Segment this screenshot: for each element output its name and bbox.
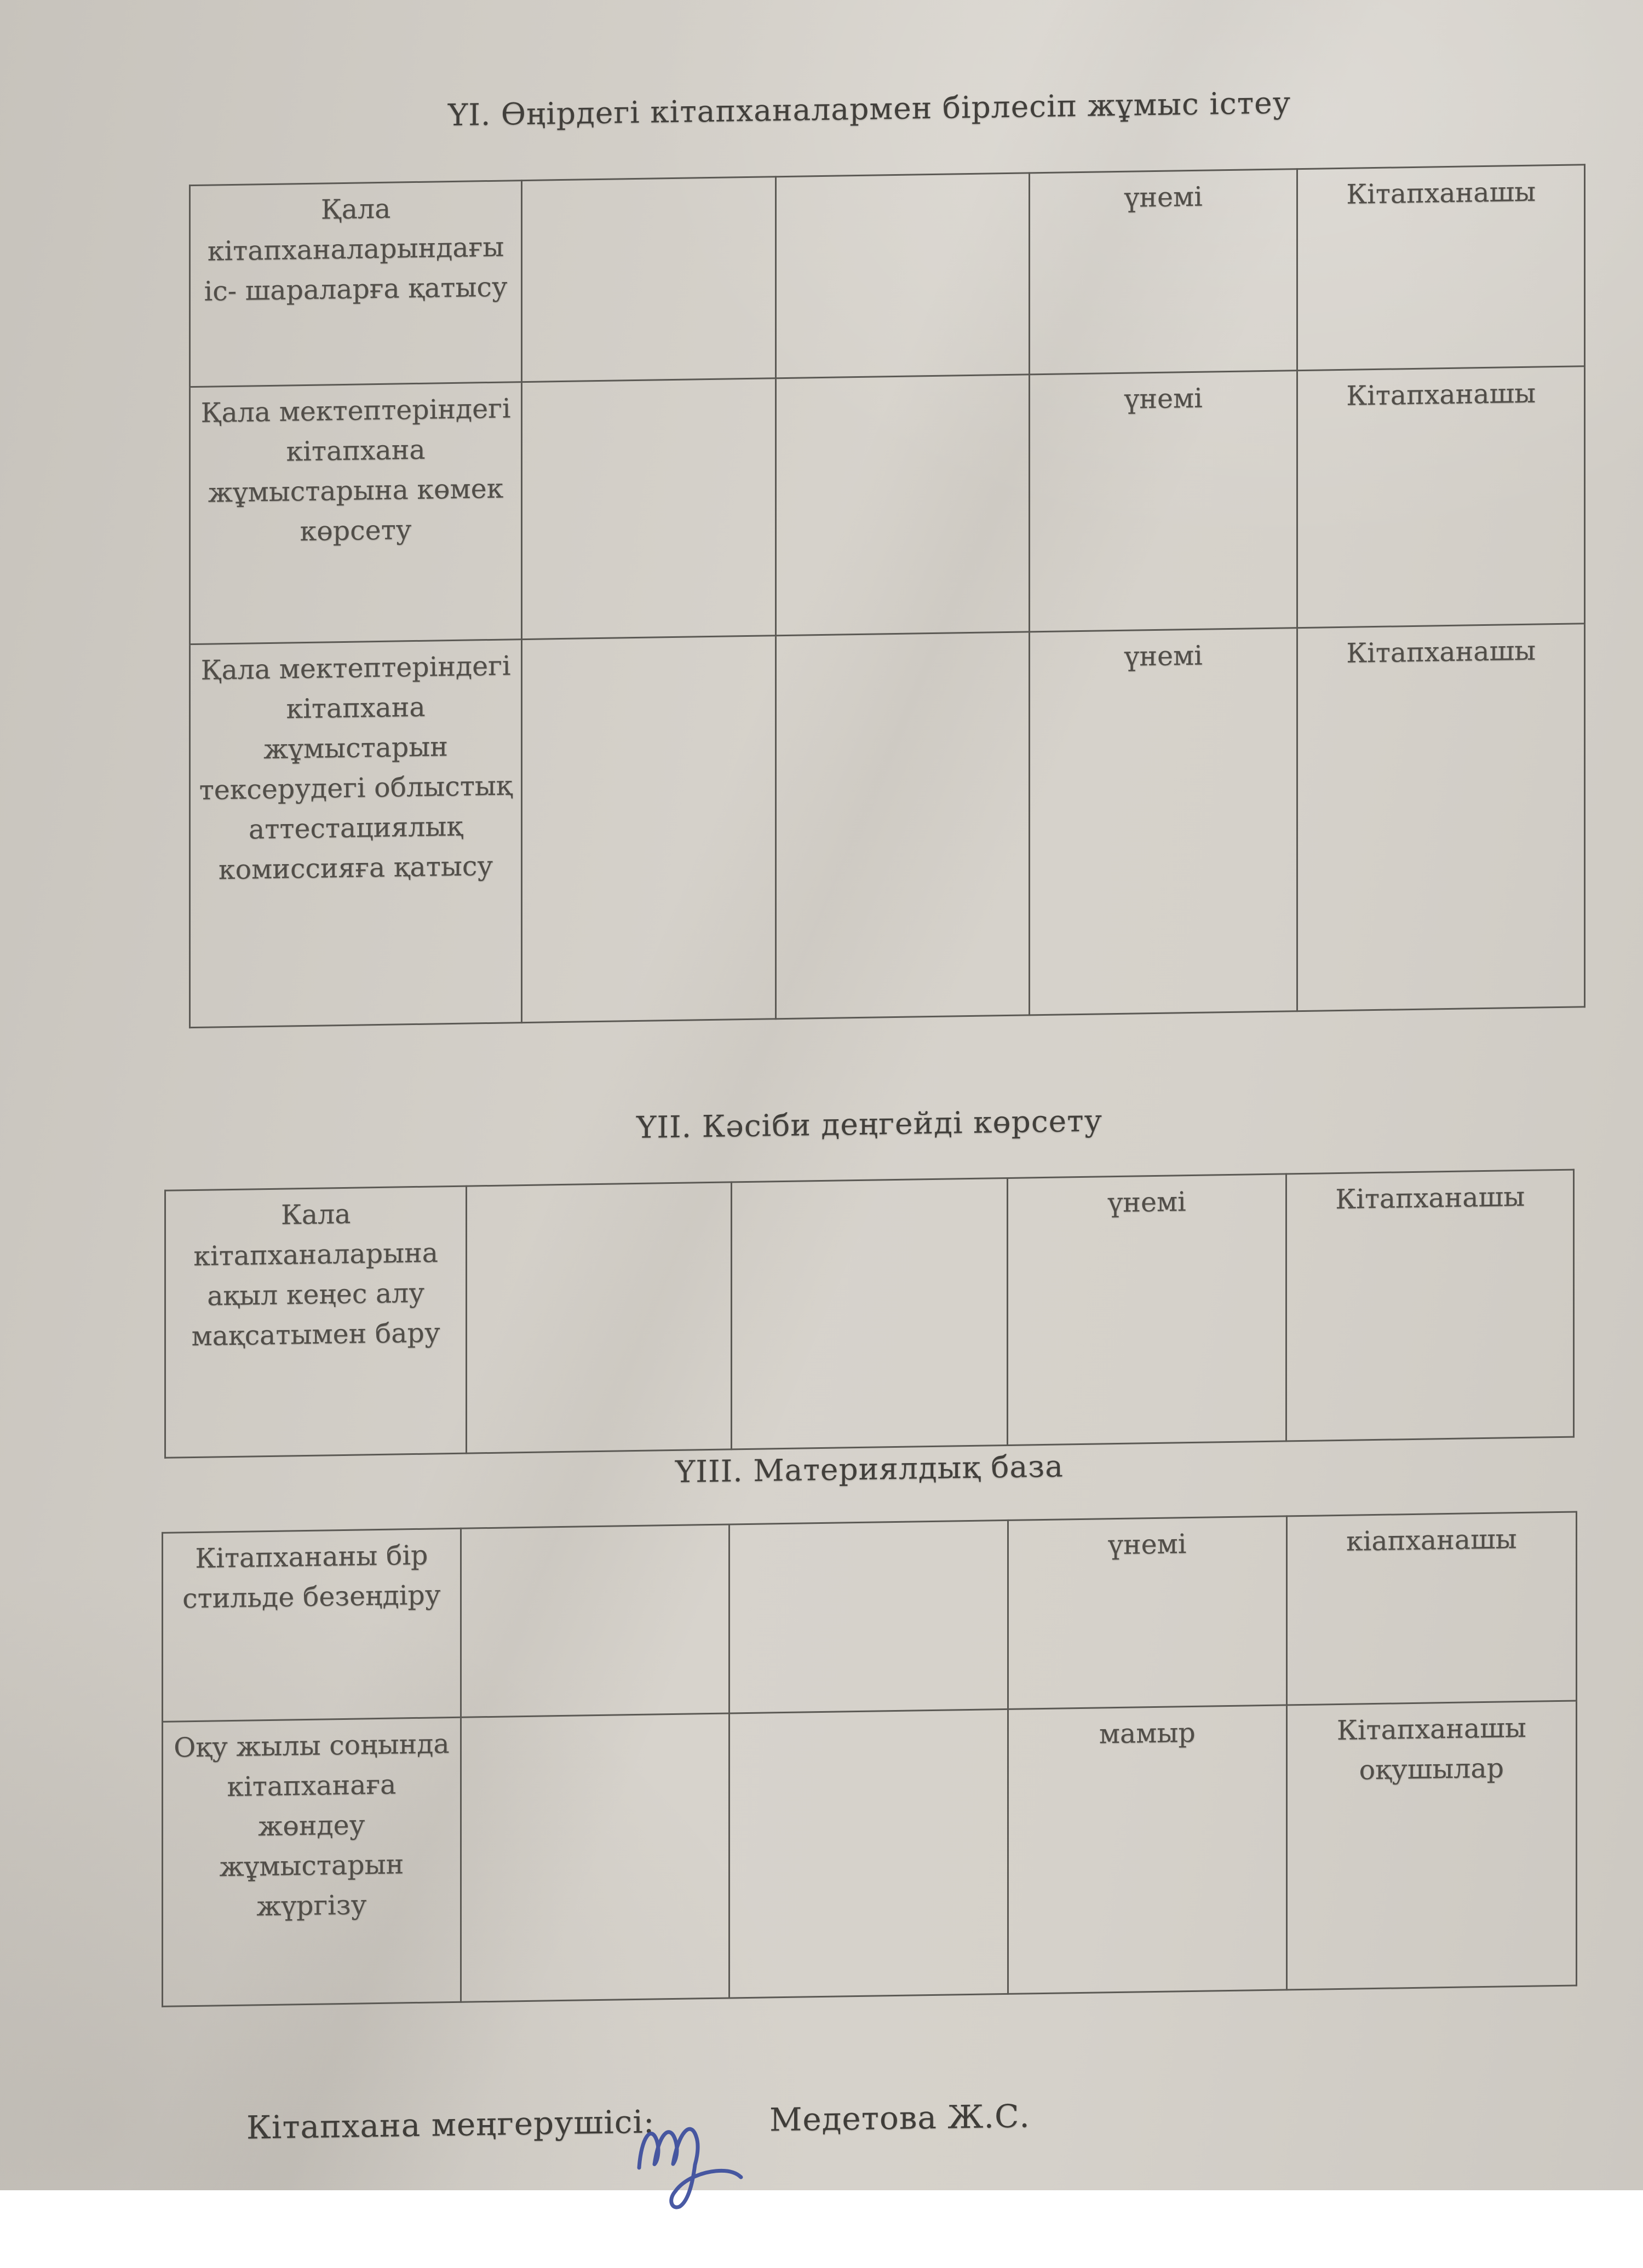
plan-table-vi bbox=[189, 164, 1585, 1028]
signature bbox=[627, 2069, 764, 2219]
table-row bbox=[165, 1170, 1574, 1458]
section-title-vi: ҮІ. Өңірдегі кітапханалармен бірлесіп жұмыс істеу bbox=[447, 85, 1291, 133]
signature-stroke bbox=[639, 2128, 741, 2208]
term-cell: үнемі bbox=[1030, 628, 1297, 1015]
empty-cell bbox=[522, 636, 776, 1023]
responsible-cell: Кітапханашы bbox=[1297, 366, 1585, 628]
signature-name: Медетова Ж.С. bbox=[769, 2097, 1030, 2139]
empty-cell bbox=[522, 177, 776, 382]
activity-cell: Кітапхананы бір стильде безеңдіру bbox=[163, 1528, 461, 1722]
table-row bbox=[163, 1512, 1577, 1722]
empty-cell bbox=[461, 1524, 729, 1717]
plan-table-viii bbox=[162, 1511, 1577, 2007]
term-cell: мамыр bbox=[1008, 1705, 1287, 1994]
activity-cell: Қала мектептеріндегі кітапхана жұмыстарын тексерудегі облыстық аттестациялық комиссияға қатысу bbox=[190, 640, 522, 1028]
responsible-cell: Кітапханашы bbox=[1297, 165, 1585, 371]
empty-cell bbox=[731, 1178, 1007, 1449]
empty-cell bbox=[775, 375, 1030, 636]
empty-cell bbox=[775, 173, 1030, 378]
footer-label: Кітапхана меңгерушісі: bbox=[246, 2103, 655, 2146]
empty-cell bbox=[467, 1182, 732, 1453]
term-cell: үнемі bbox=[1030, 169, 1297, 375]
empty-cell bbox=[522, 378, 776, 640]
section-title-vii: ҮІІ. Кәсіби деңгейді көрсету bbox=[636, 1103, 1102, 1145]
activity-cell: Қала кітапханаларындағы іс- шараларға қатысу bbox=[190, 181, 522, 387]
activity-cell: Оқу жылы соңында кітапханаға жөндеу жұмыстарын жүргізу bbox=[163, 1717, 461, 2006]
activity-cell: Қала мектептеріндегі кітапхана жұмыстарына көмек көрсету bbox=[190, 382, 522, 644]
term-cell: үнемі bbox=[1008, 1516, 1287, 1709]
empty-cell bbox=[729, 1520, 1008, 1713]
responsible-cell: Кітапханашы bbox=[1297, 624, 1585, 1011]
term-cell: үнемі bbox=[1008, 1174, 1286, 1446]
plan-table-vii bbox=[164, 1169, 1575, 1459]
responsible-cell: кіапханашы bbox=[1286, 1512, 1576, 1705]
responsible-cell: Кітапханашы bbox=[1286, 1170, 1574, 1441]
empty-cell bbox=[461, 1713, 729, 2002]
responsible-cell: Кітапханашы оқушылар bbox=[1286, 1701, 1576, 1990]
empty-cell bbox=[729, 1709, 1008, 1998]
activity-cell: Кала кітапханаларына ақыл кеңес алу мақсатымен бару bbox=[165, 1186, 467, 1458]
term-cell: үнемі bbox=[1030, 371, 1297, 632]
empty-cell bbox=[775, 632, 1030, 1019]
table-row bbox=[190, 165, 1585, 387]
table-row bbox=[163, 1701, 1577, 2006]
table-row bbox=[190, 366, 1585, 644]
footer bbox=[246, 2068, 1287, 2264]
section-title-viii: ҮІІІ. Материялдық база bbox=[675, 1448, 1064, 1489]
table-row bbox=[190, 624, 1585, 1028]
